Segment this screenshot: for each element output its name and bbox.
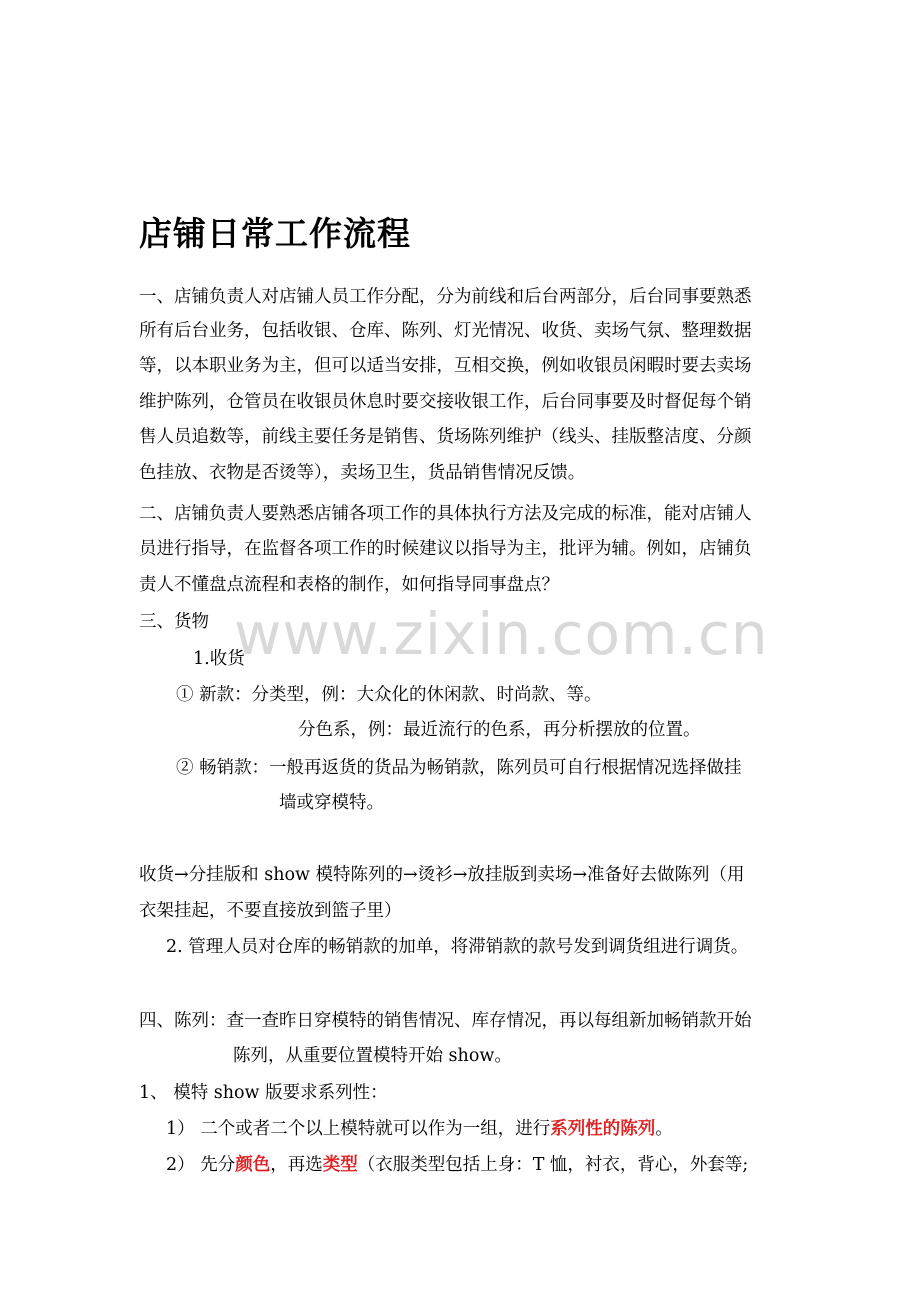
paragraph-line: 一、店铺负责人对店铺人员工作分配，分为前线和后台两部分，后台同事要熟悉 — [139, 287, 752, 307]
paragraph-line: 员进行指导，在监督各项工作的时候建议以指导为主，批评为辅。例如，店铺负 — [139, 539, 752, 559]
section-heading: 四、陈列：查一查昨日穿模特的销售情况、库存情况，再以每组新加畅销款开始 — [139, 1011, 752, 1031]
list-item — [166, 1157, 748, 1175]
list-item: 2. 管理人员对仓库的畅销款的加单，将滞销款的款号发到调货组进行调货。 — [166, 937, 749, 957]
list-item: ① 新款：分类型，例：大众化的休闲款、时尚款、等。 — [176, 685, 602, 705]
paragraph-line: 衣架挂起，不要直接放到篮子里） — [139, 901, 402, 921]
paragraph-line: 维护陈列，仓管员在收银员休息时要交接收银工作，后台同事要及时督促每个销 — [139, 392, 752, 412]
list-item: ② 畅销款：一般再返货的货品为畅销款，陈列员可自行根据情况选择做挂 — [176, 758, 742, 778]
list-item-text: ，再选 — [270, 1155, 323, 1175]
document-title: 店铺日常工作流程 — [139, 214, 411, 253]
watermark: www.zixin.com.cn — [234, 600, 769, 668]
list-item-text: 2） 先分 — [166, 1155, 236, 1175]
highlighted-text: 颜色 — [235, 1155, 271, 1175]
paragraph-line: 所有后台业务，包括收银、仓库、陈列、灯光情况、收货、卖场气氛、整理数据 — [139, 321, 752, 341]
list-item-continuation: 墙或穿模特。 — [279, 793, 384, 813]
paragraph-line: 售人员追数等，前线主要任务是销售、货场陈列维护（线头、挂版整洁度、分颜 — [139, 427, 752, 447]
paragraph-line: 等，以本职业务为主，但可以适当安排，互相交换，例如收银员闲暇时要去卖场 — [139, 356, 752, 376]
list-item-text: 。 — [655, 1119, 673, 1139]
list-item-continuation: 分色系，例：最近流行的色系，再分析摆放的位置。 — [298, 720, 701, 740]
subheading: 1、 模特 show 版要求系列性： — [139, 1083, 388, 1103]
section-heading: 三、货物 — [139, 612, 209, 632]
paragraph-line: 二、店铺负责人要熟悉店铺各项工作的具体执行方法及完成的标准，能对店铺人 — [139, 504, 752, 524]
subheading: 1.收货 — [193, 649, 245, 669]
paragraph-line: 责人不懂盘点流程和表格的制作，如何指导同事盘点？ — [139, 575, 559, 595]
paragraph-line: 收货→分挂版和 show 模特陈列的→烫衫→放挂版到卖场→准备好去做陈列（用 — [139, 865, 745, 885]
list-item — [166, 1121, 673, 1139]
highlighted-text: 系列性的陈列 — [550, 1119, 656, 1139]
list-item-text: （衣服类型包括上身：T 恤，衬衣，背心，外套等; — [357, 1155, 749, 1175]
paragraph-line: 陈列，从重要位置模特开始 show。 — [233, 1046, 512, 1066]
highlighted-text: 类型 — [322, 1155, 358, 1175]
list-item-text: 1） 二个或者二个以上模特就可以作为一组，进行 — [166, 1119, 551, 1139]
paragraph-line: 色挂放、衣物是否烫等），卖场卫生，货品销售情况反馈。 — [139, 463, 586, 483]
